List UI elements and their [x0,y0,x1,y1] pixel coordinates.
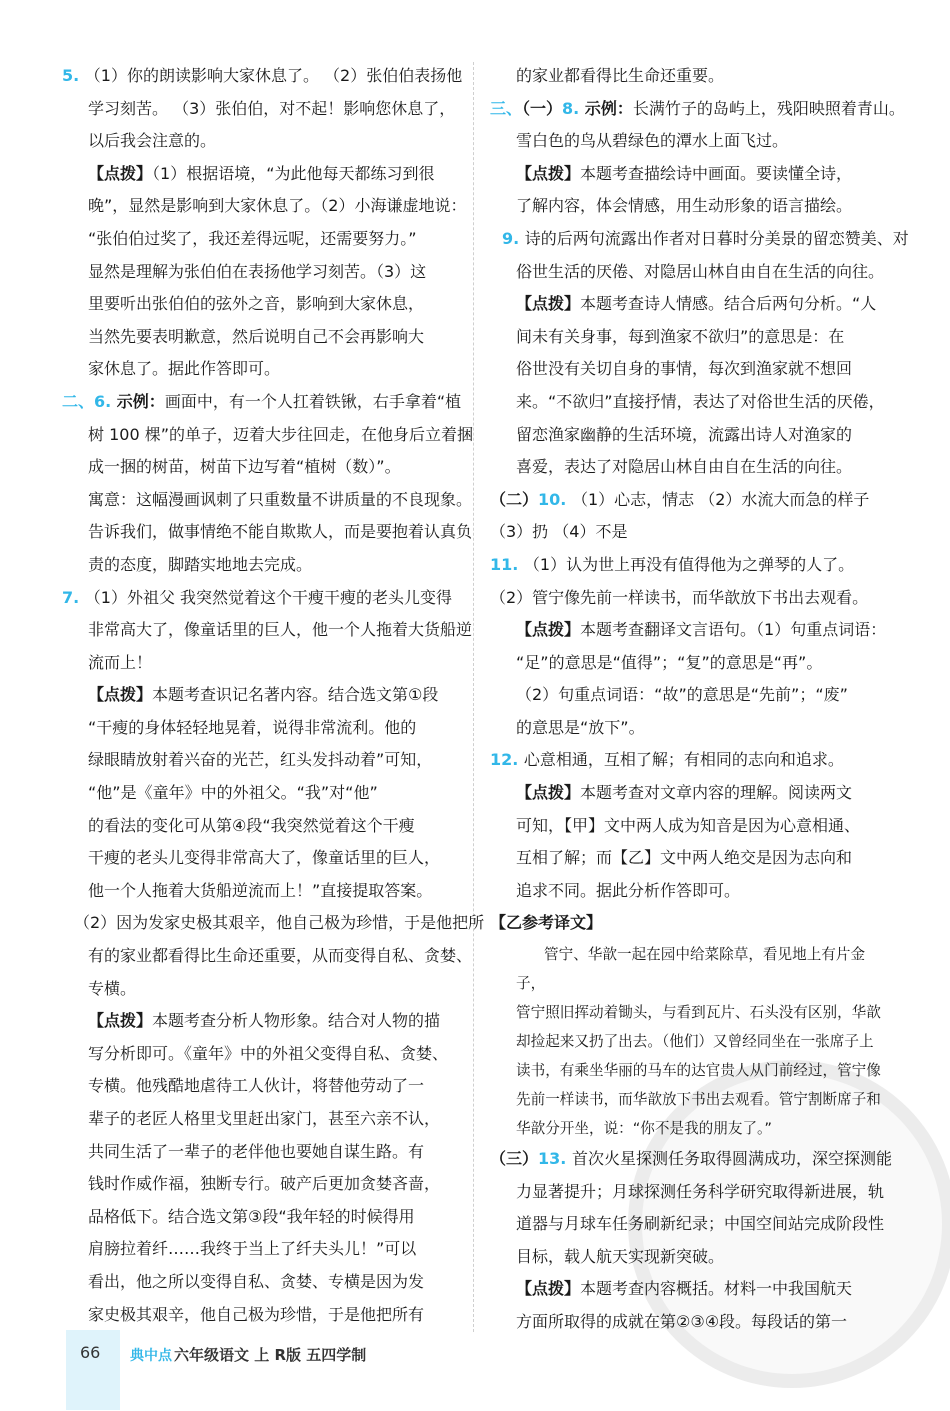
question-number: 8. [562,98,585,118]
text-span: 肩膀拉着纤……我终于当上了纤夫头儿！”可以 [88,1239,417,1259]
text-line [490,60,890,93]
text-line [490,484,890,517]
text-line [490,1273,890,1306]
text-line [62,842,462,875]
text-span: 雪白色的鸟从碧绿色的潭水上面飞过。 [516,131,789,151]
text-line [490,1241,890,1274]
text-line [490,1208,890,1241]
text-line [490,777,890,810]
text-span: 树 100 棵”的单子，迈着大步往回走，在他身后立着捆 [88,424,474,444]
text-line [62,1103,462,1136]
text-line [490,321,890,354]
text-line [490,125,890,158]
question-number: 11. [490,554,524,574]
translation-line: 却捡起来又扔了出去。（他们）又曾经同坐在一张席子上 [516,1033,874,1051]
translation-block [490,940,890,1143]
question-number: 12. [490,750,524,770]
text-span: 俗世生活的厌倦、对隐居山林自由自在生活的向往。 [516,261,885,281]
text-span: 看出，他之所以变得自私、贪婪、专横是因为发 [88,1271,425,1291]
translation-line: 读书，有乘坐华丽的马车的达官贵人从门前经过，管宁像 [516,1062,881,1080]
text-span: 留恋渔家幽静的生活环境，流露出诗人对渔家的 [516,424,853,444]
text-span: 显然是理解为张伯伯在表扬他学习刻苦。（3）这 [88,261,427,281]
text-line [490,386,890,419]
text-span: 他一个人拖着大货船逆流而上！”直接提取答案。 [88,880,433,900]
text-line [62,288,462,321]
text-span: “足”的意思是“值得”；“复”的意思是“再”。 [516,652,823,672]
text-span: 有的家业都看得比生命还重要，从而变得自私、贪婪、 [88,946,473,966]
text-span: 写分析即可。《童年》中的外祖父变得自私、贪婪、 [88,1043,449,1063]
answer-column-left [62,60,485,1331]
text-line [62,810,462,843]
text-line [62,973,462,1006]
text-span: 寓意：这幅漫画讽刺了只重数量不讲质量的不良现象。 [88,489,473,509]
text-line [62,419,474,452]
text-line [62,256,462,289]
text-line [62,875,462,908]
text-span: 俗世没有关切自身的事情，每次到渔家就不想回 [516,359,853,379]
text-span: （1）外祖父 我突然觉着这个干瘦干瘦的老头儿变得 [84,587,453,607]
text-line [62,60,462,93]
text-span: （2）管宁像先前一样读书，而华歆放下书出去观看。 [490,587,869,607]
text-span: 【点拨】 [88,685,153,705]
text-line [62,386,462,419]
answer-column-right [490,60,909,1339]
text-line [62,190,467,223]
text-line [62,1070,462,1103]
text-span: 专横。他残酷地虐待工人伙计，将替他劳动了一 [88,1076,425,1096]
brand-logo: 典中点 [130,1348,172,1364]
text-span: 告诉我们，做事情绝不能自欺欺人，而是要抱着认真负 [88,522,473,542]
text-line [62,93,462,126]
text-span: 辈子的老匠人格里戈里赶出家门，甚至六亲不认， [88,1109,441,1128]
question-number: 13. [538,1149,572,1169]
translation-line: 管宁照旧挥动着锄头，与看到瓦片、石头没有区别，华歆 [516,1004,881,1022]
text-span: 本题考查分析人物形象。结合对人物的描 [152,1011,441,1031]
text-span: “张伯伯过奖了，我还差得远呢，还需要努力。” [88,228,417,248]
column-divider [473,62,474,1332]
text-line [490,223,909,256]
text-line [490,419,890,452]
text-line [62,1038,462,1071]
text-line [62,223,462,256]
text-span: 干瘦的老头儿变得非常高大了，像童话里的巨人， [88,848,441,868]
text-span: （2）句重点词语：“故”的意思是“先前”；“废” [516,685,848,705]
text-line [490,1143,890,1176]
text-line [62,1201,462,1234]
translation-line: 管宁、华歆一起在园中给菜除草，看见地上有片金子， [516,946,866,993]
text-span: （1）根据语境，“为此他每天都练习到很 [152,163,435,183]
text-span: “干瘦的身体轻轻地晃着，说得非常流利。他的 [88,717,417,737]
text-span: 本题考查翻译文言语句。（1）句重点词语： [580,620,887,640]
text-span: （1）你的朗读影响大家休息了。 （2）张伯伯表扬他 [84,66,463,85]
text-span: 力显著提升；月球探测任务科学研究取得新进展，轨 [516,1181,885,1201]
text-span: （1）认为世上再没有值得他为之弹琴的人了。 [523,554,855,574]
text-span: 【点拨】 [516,163,581,183]
text-span: 互相了解；而【乙】文中两人绝交是因为志向和 [516,848,853,868]
text-span: 流而上！ [88,652,153,672]
text-line [62,777,462,810]
text-span: 成一捆的树苗，树苗下边写着“植树（数）”。 [88,457,401,477]
page-number: 66 [80,1343,101,1362]
text-span: 的家业都看得比生命还重要。 [516,66,725,85]
text-line [490,744,890,777]
section-number: 三、 [490,98,523,118]
text-span: 钱时作威作福，独断专行。破产后更加贪婪吝啬， [88,1174,441,1194]
text-span: （一） [522,98,563,118]
text-line [62,907,485,940]
text-line [490,190,890,223]
text-span: 首次火星探测任务取得圆满成功，深空探测能 [571,1149,892,1169]
text-line [62,321,462,354]
text-span: 专横。 [88,978,137,998]
question-number: 10. [538,489,572,509]
text-line [490,712,890,745]
text-line [62,647,462,680]
text-line [490,451,890,484]
question-number: 9. [502,228,525,248]
text-span: 【点拨】 [516,783,581,803]
text-line [62,484,473,517]
text-line [490,907,890,940]
text-span: 示例： [584,98,633,118]
text-line [490,1306,890,1339]
text-span: 【点拨】 [516,1279,581,1299]
text-line [62,1233,462,1266]
text-span: 目标，载人航天实现新突破。 [516,1246,725,1266]
text-span: 可知，【甲】文中两人成为知音是因为心意相通、 [516,815,861,835]
text-line [490,842,890,875]
text-span: 追求不同。据此分析作答即可。 [516,880,741,900]
text-span: “他”是《童年》中的外祖父。“我”对“他” [88,783,378,803]
question-number: 6. [94,391,117,411]
text-span: 本题考查识记名著内容。结合选文第①段 [152,685,439,705]
text-span: 【点拨】 [88,1011,153,1031]
section-number: 二、 [62,391,95,411]
text-span: 里要听出张伯伯的弦外之音，影响到大家休息， [88,294,425,314]
text-line [62,1005,462,1038]
text-line [490,810,890,843]
text-span: 共同生活了一辈子的老伴他也要她自谋生路。有 [88,1141,425,1161]
text-span: （二） [490,489,539,509]
text-line [490,256,890,289]
text-span: 当然先要表明歉意，然后说明自己不会再影响大 [88,326,425,346]
text-span: 非常高大了，像童话里的巨人，他一个人拖着大货船逆 [88,620,473,640]
text-span: 了解内容，体会情感，用生动形象的语言描绘。 [516,196,853,216]
text-span: 本题考查诗人情感。结合后两句分析。“人 [580,294,877,314]
text-span: 【乙参考译文】 [490,913,603,933]
text-line [490,516,890,549]
text-line [490,549,890,582]
page-number-tab [66,1330,120,1410]
text-line [490,614,890,647]
text-span: 以后我会注意的。 [88,131,217,151]
text-span: （2）因为发家史极其艰辛，他自己极为珍惜，于是他把所 [74,913,485,933]
text-line [62,744,462,777]
text-span: 【点拨】 [88,163,153,183]
text-line [62,549,462,582]
text-span: 本题考查内容概括。材料一中我国航天 [580,1279,853,1299]
text-line [62,679,462,712]
translation-line: 华歆分开坐，说：“你不是我的朋友了。” [516,1120,772,1138]
text-line [490,582,890,615]
text-line [490,353,890,386]
text-span: 心意相通，互相了解；有相同的志向和追求。 [523,750,844,770]
text-line [62,451,462,484]
text-span: 家休息了。据此作答即可。 [88,359,281,379]
text-span: 道器与月球车任务刷新纪录；中国空间站完成阶段性 [516,1214,885,1234]
text-span: 【点拨】 [516,620,581,640]
text-line [62,158,462,191]
text-span: （三） [490,1149,539,1169]
text-line [62,1266,462,1299]
text-span: （3）扔 （4）不是 [490,522,628,542]
text-span: 长满竹子的岛屿上，残阳映照着青山。 [632,98,905,118]
text-span: 的意思是“放下”。 [516,717,645,737]
text-line [490,1176,890,1209]
text-line [490,875,890,908]
text-span: 间未有关身事，每到渔家不欲归”的意思是：在 [516,326,845,346]
text-line [62,582,462,615]
text-line [62,940,473,973]
text-span: 来。“不欲归”直接抒情，表达了对俗世生活的厌倦， [516,391,885,411]
book-title: 六年级语文 上 R版 五四学制 [174,1346,367,1364]
text-span: 晚”，显然是影响到大家休息了。（2）小海谦虚地说： [88,196,467,216]
text-span: 学习刻苦。 （3）张伯伯，对不起！影响您休息了， [88,98,456,118]
text-line [490,158,890,191]
text-span: 的看法的变化可从第④段“我突然觉着这个干瘦 [88,815,415,835]
text-line [490,93,905,126]
text-line [62,1299,462,1332]
text-span: 责的态度，脚踏实地地去完成。 [88,554,313,574]
text-line [62,516,473,549]
text-span: 【点拨】 [516,294,581,314]
text-line [62,712,462,745]
question-number: 7. [62,587,85,607]
text-line [62,1168,462,1201]
text-span: 本题考查对文章内容的理解。阅读两文 [580,783,853,803]
text-span: 喜爱，表达了对隐居山林自由自在生活的向往。 [516,457,853,477]
text-span: 品格低下。结合选文第③段“我年轻的时候得用 [88,1206,415,1226]
text-line [62,614,473,647]
text-span: 绿眼睛放射着兴奋的光芒，红头发抖动着”可知， [88,750,433,770]
text-line [490,288,890,321]
text-span: 诗的后两句流露出作者对日暮时分美景的留恋赞美、对 [524,228,909,248]
text-span: 方面所取得的成就在第②③④段。每段话的第一 [516,1312,848,1331]
text-span: 家史极其艰辛，他自己极为珍惜，于是他把所有 [88,1304,425,1324]
text-span: 本题考查描绘诗中画面。要读懂全诗， [580,163,853,183]
text-line [490,647,890,680]
text-span: （1）心志，情志 （2）水流大而急的样子 [571,489,870,509]
text-line [62,125,462,158]
text-span: 画面中，有一个人扛着铁锹，右手拿着“植 [164,391,462,411]
question-number: 5. [62,66,85,85]
text-span: 示例： [116,391,165,411]
text-line [490,679,890,712]
text-line [62,353,462,386]
text-line [62,1136,462,1169]
translation-line: 先前一样读书，而华歆放下书出去观看。管宁割断席子和 [516,1091,881,1109]
